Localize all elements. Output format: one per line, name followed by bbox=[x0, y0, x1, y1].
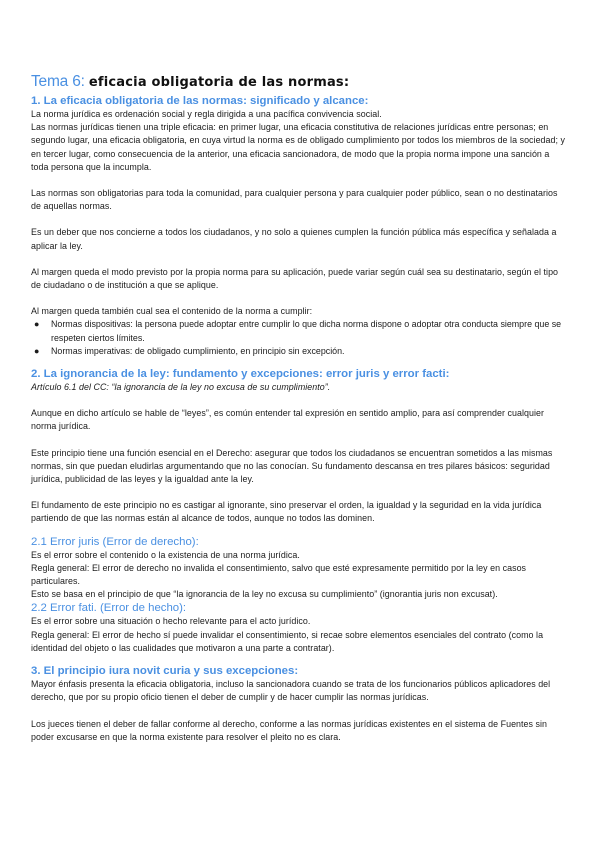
s1-paragraph-5: Al margen queda el modo previsto por la propia norma para su aplicación, puede variar según cuál sea su destinatario, según el tipo de ciudadano o de institución a que se aplique. bbox=[31, 266, 559, 291]
s22-paragraph-2: Regla general: El error de hecho sí puede invalidar el consentimiento, si recae sobre elementos esenciales del contrato (como la identidad del objeto o las cualidades que motivaron a una parte a contratar). bbox=[31, 629, 544, 653]
s21-paragraph-1: Es el error sobre el contenido o la existencia de una norma jurídica. bbox=[31, 549, 300, 560]
page-title bbox=[31, 72, 568, 93]
s1-paragraph-1: La norma jurídica es ordenación social y regla dirigida a una pacífica convivencia social. bbox=[31, 109, 382, 119]
s3-paragraph-2: Los jueces tienen el deber de fallar conforme al derecho, conforme a las normas jurídicas existentes en el sistema de Fuentes sin poder excusarse en que la norma existente para resolver el pleito no es clara. bbox=[31, 718, 548, 742]
section-2-2-heading: 2.2 Error fati. (Error de hecho): bbox=[31, 602, 187, 615]
section-1-heading: 1. La eficacia obligatoria de las normas: significado y alcance: bbox=[31, 95, 369, 107]
list-item: ● Normas dispositivas: la persona puede adoptar entre cumplir lo que dicha norma dispone o adoptar otra conducta siempre que se respeten ciertos límites. bbox=[34, 319, 562, 343]
s21-paragraph-3: Esto se basa en el principio de que “la ignorancia de la ley no excusa su cumplimiento” (ignorantia juris non excusat). bbox=[31, 589, 498, 600]
title-number: Tema 6: bbox=[31, 73, 85, 90]
title-text: eficacia obligatoria de las normas: bbox=[88, 75, 350, 90]
bullet-icon: ● bbox=[34, 319, 40, 330]
s1-paragraph-4: Es un deber que nos concierne a todos los ciudadanos, y no solo a quienes cumplen la función pública más específica y señalada a aplicar la ley. bbox=[31, 227, 557, 251]
section-2-1-heading: 2.1 Error juris (Error de derecho): bbox=[31, 535, 199, 548]
s21-paragraph-2: Regla general: El error de derecho no invalida el consentimiento, salvo que esté expresamente permitido por la ley en casos particulares. bbox=[31, 562, 527, 587]
s2-quote: Artículo 6.1 del CC: “la ignorancia de la ley no excusa de su cumplimiento”. bbox=[31, 382, 331, 393]
s2-paragraph-1: Aunque en dicho artículo se hable de “leyes”, es común entender tal expresión en sentido amplio, para así comprender cualquier norma jurídica. bbox=[31, 408, 544, 432]
bullet-icon: ● bbox=[34, 345, 40, 356]
s1-paragraph-6: Al margen queda también cual sea el contenido de la norma a cumplir: bbox=[31, 306, 313, 317]
norm-types-list bbox=[31, 318, 568, 358]
s22-paragraph-1: Es el error sobre una situación o hecho relevante para el acto jurídico. bbox=[31, 616, 311, 627]
section-2-heading: 2. La ignorancia de la ley: fundamento y excepciones: error juris y error facti: bbox=[31, 368, 450, 381]
list-item: ● Normas imperativas: de obligado cumplimiento, en principio sin excepción. bbox=[31, 345, 568, 358]
s3-paragraph-1: Mayor énfasis presenta la eficacia obligatoria, incluso la sancionadora cuando se trata de los funcionarios públicos aplicadores del derecho, que por su propio oficio tienen el deber de cumplir y de hacer cumplir las normas jurídicas. bbox=[31, 679, 551, 703]
s2-paragraph-3: El fundamento de este principio no es castigar al ignorante, sino preservar el orden, la igualdad y la seguridad en la vida jurídica partiendo de que las normas están al alcance de todos, aunque no todos las dominen. bbox=[31, 500, 542, 524]
s2-paragraph-2: Este principio tiene una función esencial en el Derecho: asegurar que todos los ciudadanos se encuentran sometidos a las mismas normas, sin que puedan eludirlas argumentando que no las conocían. Su fundamento descansa en tres pilares básicos: seguridad jurídica, publicidad de las leyes y la igualdad ante la ley. bbox=[31, 447, 553, 485]
s1-paragraph-3: Las normas son obligatorias para toda la comunidad, para cualquier persona y para cualquier poder público, sean o no destinatarios de aquellas normas. bbox=[31, 188, 558, 212]
section-3-heading: 3. El principio iura novit curia y sus excepciones: bbox=[31, 665, 299, 678]
s1-paragraph-2: Las normas jurídicas tienen una triple eficacia: en primer lugar, una eficacia constitutiva de relaciones jurídicas entre personas; en segundo lugar, una eficacia obligatoria, en cuya virtud la norma es de obligado cumplimiento por todos los miembros de la sociedad; y en tercer lugar, como consecuencia de la anterior, una eficacia sancionadora, de modo que la propia norma impone una sanción a toda persona que la incumpla. bbox=[31, 122, 566, 172]
